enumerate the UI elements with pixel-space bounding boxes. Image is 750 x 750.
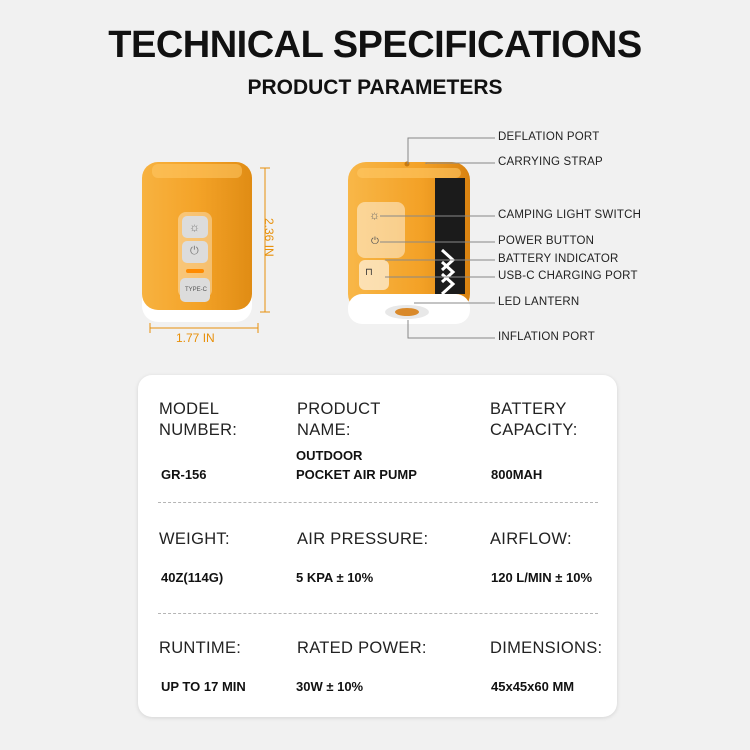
device-front-image <box>138 160 256 322</box>
power-button-icon: ⏻ <box>371 236 379 247</box>
weight-value: 40Z(114G) <box>161 570 224 585</box>
model-label-line2: NUMBER: <box>159 421 238 439</box>
callout-led-lantern: LED LANTERN <box>498 296 580 308</box>
callout-carrying-strap: CARRYING STRAP <box>498 156 603 168</box>
model-number-label <box>159 399 237 441</box>
product-name-label <box>297 399 381 441</box>
weight-label: WEIGHT: <box>159 530 230 548</box>
width-dimension-label: 1.77 IN <box>176 331 215 345</box>
runtime-value: UP TO 17 MIN <box>161 679 246 694</box>
callout-power-button: POWER BUTTON <box>498 235 595 247</box>
row-divider-1 <box>158 502 598 503</box>
rated-power-value: 30W ± 10% <box>296 679 364 694</box>
airflow-value: 120 L/MIN ± 10% <box>491 570 593 585</box>
callout-usb-c-charging-port: USB-C CHARGING PORT <box>498 270 638 282</box>
product-name-value <box>296 446 417 484</box>
battery-capacity-label <box>490 399 578 441</box>
callout-inflation-port: INFLATION PORT <box>498 331 595 343</box>
callout-battery-indicator: BATTERY INDICATOR <box>498 253 619 265</box>
air-pressure-value: 5 KPA ± 10% <box>296 570 374 585</box>
model-label-line1: MODEL <box>159 400 220 418</box>
camping-light-icon: ☼ <box>369 208 380 222</box>
rated-power-label: RATED POWER: <box>297 639 427 657</box>
row-divider-2 <box>158 613 598 614</box>
product-label-line2: NAME: <box>297 421 351 439</box>
model-number-value: GR-156 <box>161 467 207 482</box>
sun-icon: ☼ <box>189 220 200 234</box>
dimensions-value: 45x45x60 MM <box>491 679 575 694</box>
callout-camping-light-switch: CAMPING LIGHT SWITCH <box>498 209 642 221</box>
callout-lines <box>360 130 500 345</box>
callout-deflation-port: DEFLATION PORT <box>498 131 600 143</box>
product-value-line1: OUTDOOR <box>296 448 363 463</box>
dimensions-label: DIMENSIONS: <box>490 639 603 657</box>
product-value-line2: POCKET AIR PUMP <box>296 467 417 482</box>
airflow-label: AIRFLOW: <box>490 530 572 548</box>
battery-capacity-value: 800MAH <box>491 467 543 482</box>
power-icon: ⏻ <box>190 245 199 257</box>
page-subtitle: PRODUCT PARAMETERS <box>247 76 503 99</box>
type-c-label: TYPE-C <box>185 287 208 293</box>
runtime-label: RUNTIME: <box>159 639 242 657</box>
usb-c-port-icon: ⊓ <box>365 267 373 278</box>
battery-label-line1: BATTERY <box>490 400 567 418</box>
battery-label-line2: CAPACITY: <box>490 421 578 439</box>
height-dimension-label: 2.36 IN <box>262 218 276 257</box>
page-title: TECHNICAL SPECIFICATIONS <box>108 24 642 66</box>
product-label-line1: PRODUCT <box>297 400 381 418</box>
specs-card <box>138 375 617 717</box>
air-pressure-label: AIR PRESSURE: <box>297 530 429 548</box>
